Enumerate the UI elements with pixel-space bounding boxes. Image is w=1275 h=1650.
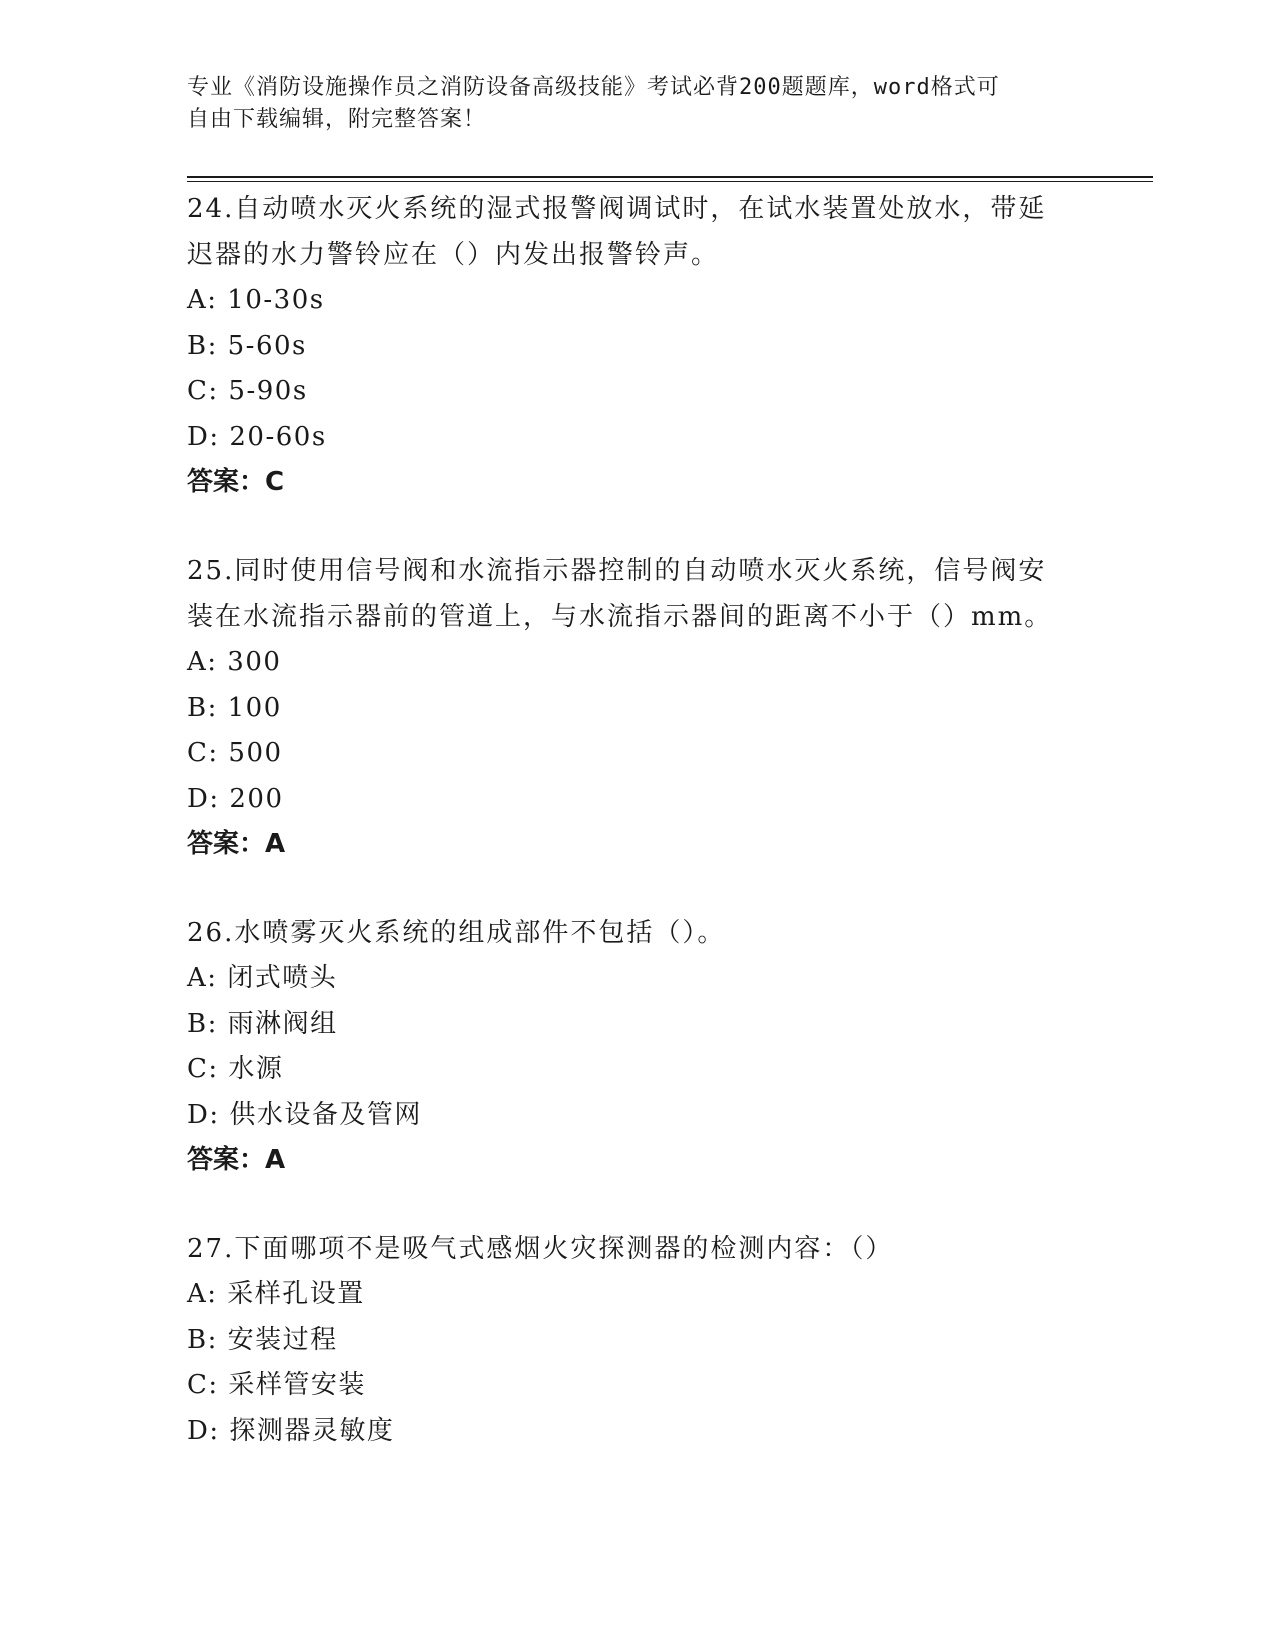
- question-stem-line: 迟器的水力警铃应在（）内发出报警铃声。: [187, 240, 720, 270]
- question-24: [187, 186, 1087, 504]
- option-b: B: 雨淋阀组: [187, 1008, 338, 1039]
- option-a: A: 10-30s: [187, 285, 325, 315]
- question-stem-line: 装在水流指示器前的管道上，与水流指示器间的距离不小于（）mm。: [187, 602, 1053, 632]
- option-a: A: 闭式喷头: [187, 963, 338, 993]
- option-c: C: 水源: [187, 1054, 284, 1084]
- option-c: C: 5-90s: [187, 376, 308, 406]
- option-d: D: 供水设备及管网: [187, 1099, 422, 1130]
- option-b: B: 5-60s: [187, 330, 307, 361]
- header-rule-thick: [187, 176, 1153, 178]
- document-header: [187, 72, 1087, 136]
- option-b: B: 安装过程: [187, 1324, 338, 1355]
- option-a: A: 300: [187, 647, 282, 677]
- question-list: [187, 186, 1087, 1454]
- question-25: [187, 548, 1087, 866]
- header-line-1: 专业《消防设施操作员之消防设备高级技能》考试必背200题题库，word格式可: [187, 75, 1000, 100]
- option-a: A: 采样孔设置: [187, 1279, 365, 1309]
- option-d: D: 探测器灵敏度: [187, 1415, 395, 1446]
- option-b: B: 100: [187, 692, 282, 723]
- question-stem-line: 24.自动喷水灭火系统的湿式报警阀调试时，在试水装置处放水，带延: [187, 194, 1047, 224]
- question-stem-line: 26.水喷雾灭火系统的组成部件不包括（）。: [187, 918, 726, 948]
- option-d: D: 200: [187, 783, 284, 814]
- answer: 答案：A: [187, 1145, 286, 1175]
- option-c: C: 500: [187, 738, 283, 768]
- question-stem-line: 25.同时使用信号阀和水流指示器控制的自动喷水灭火系统，信号阀安: [187, 556, 1047, 586]
- option-c: C: 采样管安装: [187, 1370, 366, 1400]
- header-line-2: 自由下载编辑，附完整答案！: [187, 107, 487, 132]
- answer: 答案：C: [187, 467, 285, 497]
- header-rule-thin: [187, 181, 1153, 182]
- question-26: [187, 910, 1087, 1182]
- question-stem-line: 27.下面哪项不是吸气式感烟火灾探测器的检测内容：（）: [187, 1234, 894, 1264]
- option-d: D: 20-60s: [187, 421, 327, 452]
- question-27: [187, 1226, 1087, 1454]
- answer: 答案：A: [187, 829, 286, 859]
